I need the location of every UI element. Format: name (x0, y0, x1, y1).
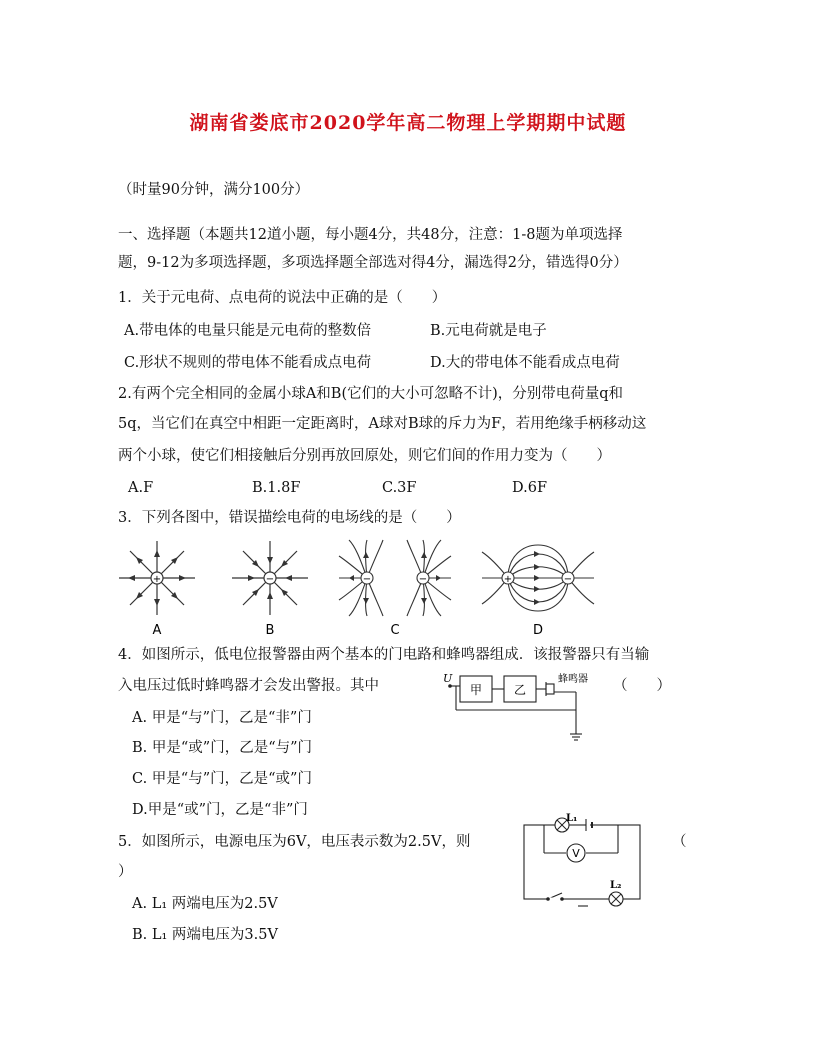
q4-answer-bracket: （ ） (613, 678, 671, 694)
q2-line1: 2.有两个完全相同的金属小球A和B(它们的大小可忽略不计)，分别带电荷量q和 (118, 386, 624, 402)
q4-option-c: C. 甲是“与”门，乙是“或”门 (132, 771, 312, 787)
q1-option-c: C.形状不规则的带电体不能看成点电荷 (124, 355, 372, 371)
q5-bracket-open: （ (672, 834, 687, 850)
q3-c-right-charge-sign: − (418, 574, 428, 585)
q3-a-charge-sign: + (152, 574, 162, 585)
section-instructions-line2: 题，9-12为多项选择题，多项选择题全部选对得4分，漏选得2分，错选得0分） (118, 255, 628, 271)
q5-option-b: B. L₁ 两端电压为3.5V (132, 927, 278, 943)
q2-option-b: B.1.8F (252, 480, 301, 496)
q4-option-d: D.甲是“或”门，乙是“非”门 (132, 802, 308, 818)
q3-figure-c (335, 538, 455, 638)
q4-gate-yi: 乙 (513, 683, 527, 697)
section-instructions-line1: 一、选择题（本题共12道小题，每小题4分，共48分，注意：1-8题为单项选择 (118, 227, 623, 243)
q4-buzzer-label: 蜂鸣器 (558, 674, 588, 685)
q2-option-a: A.F (128, 480, 154, 496)
q1-option-a: A.带电体的电量只能是元电荷的整数倍 (124, 323, 372, 339)
q5-option-a: A. L₁ 两端电压为2.5V (132, 896, 278, 912)
q5-l2-label: L₂ (610, 880, 622, 891)
q3-stem: 3．下列各图中，错误描绘电荷的电场线的是（ ） (118, 510, 461, 526)
q2-option-d: D.6F (512, 480, 548, 496)
page-title: 湖南省娄底市2020学年高二物理上学期期中试题 (189, 112, 627, 134)
q4-line1: 4．如图所示，低电位报警器由两个基本的门电路和蜂鸣器组成．该报警器只有当输 (118, 647, 650, 663)
q3-label-a: A (152, 623, 162, 638)
q4-alarm-circuit (440, 668, 600, 752)
q4-line2: 入电压过低时蜂鸣器才会发出警报。其中 (118, 678, 379, 694)
q1-option-b: B.元电荷就是电子 (430, 323, 547, 339)
q3-b-charge-sign: − (265, 574, 275, 585)
q5-circuit (518, 810, 648, 910)
exam-meta: （时量90分钟，满分100分） (118, 182, 310, 198)
q3-d-left-charge-sign: + (503, 574, 513, 585)
q4-option-b: B. 甲是“或”门，乙是“与”门 (132, 740, 313, 756)
q3-figure-d (478, 538, 598, 638)
q3-label-b: B (265, 623, 275, 638)
q5-line1: 5．如图所示，电源电压为6V，电压表示数为2.5V，则 (118, 834, 471, 850)
q1-stem: 1．关于元电荷、点电荷的说法中正确的是（ ） (118, 290, 447, 306)
q5-bracket-close: ） (118, 864, 133, 880)
q3-figure-a (115, 538, 199, 638)
q5-voltmeter-label: V (572, 847, 580, 860)
q3-figure-b (228, 538, 312, 638)
q1-option-d: D.大的带电体不能看成点电荷 (430, 355, 620, 371)
q3-d-right-charge-sign: − (563, 574, 573, 585)
q2-line2: 5q，当它们在真空中相距一定距离时，A球对B球的斥力为F，若用绝缘手柄移动这 (118, 416, 647, 432)
q3-label-c: C (390, 623, 400, 638)
q4-input-label: U (443, 672, 453, 685)
q2-option-c: C.3F (382, 480, 417, 496)
q4-option-a: A. 甲是“与”门，乙是“非”门 (132, 710, 312, 726)
q4-gate-jia: 甲 (469, 683, 483, 697)
q3-label-d: D (532, 623, 544, 638)
q2-line3: 两个小球，使它们相接触后分别再放回原处，则它们间的作用力变为（ ） (118, 448, 611, 464)
q5-l1-label: L₁ (566, 813, 578, 824)
q3-c-left-charge-sign: − (362, 574, 372, 585)
